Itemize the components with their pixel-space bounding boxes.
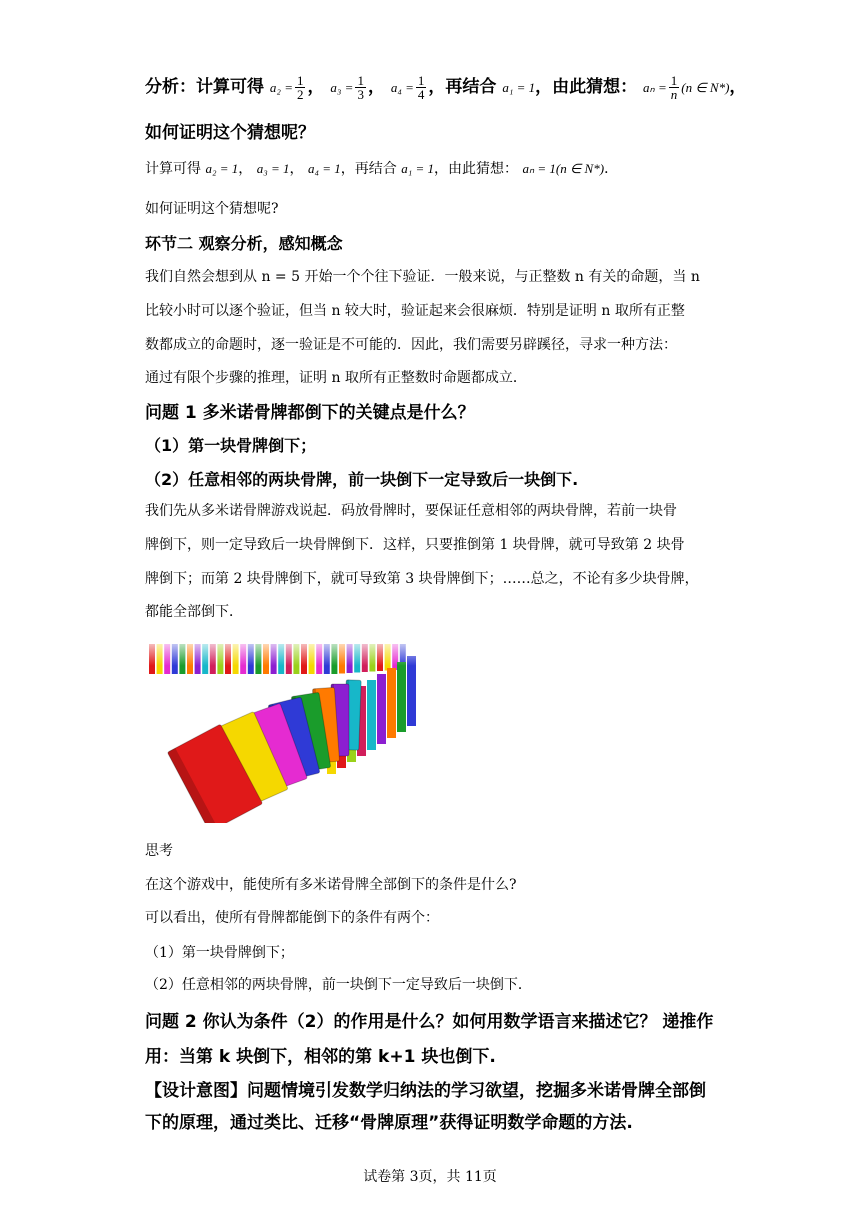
- analysis-line: 分析：计算可得 a₂ = $\frac{1}{2}$ ， a₃ = $\frac{1}{3}$ ， a₄ = $\frac{1}{4}$ ，再结合 a₁ = 1，由此猜想： aₙ = $\frac{1}{n}$ (n ∈ N*)，: [145, 72, 747, 102]
- a3-expr: a₃ =: [330, 80, 354, 95]
- page-footer: 试卷第 3页，共 11页: [363, 1169, 497, 1185]
- domino-line4: 都能全部倒下．: [145, 604, 243, 620]
- an-fraction: $\frac{1}{n}$: [670, 72, 678, 102]
- analysis-label: 分析：计算可得: [145, 77, 264, 97]
- an-expr: aₙ =: [643, 80, 667, 95]
- question2-line2: 用：当第 k 块倒下，相邻的第 k+1 块也倒下.: [145, 1047, 496, 1067]
- alt-compute-line: 计算可得 a₂ = 1， a₃ = 1， a₄ = 1，再结合 a₁ = 1，由此猜想： aₙ = 1(n ∈ N*)．: [145, 161, 619, 177]
- think-condition1: （1）第一块骨牌倒下；: [145, 945, 294, 961]
- analysis-question: 如何证明这个猜想呢？: [145, 123, 315, 143]
- alt-question: 如何证明这个猜想呢?: [145, 201, 279, 217]
- a4-expr: a₄ =: [390, 80, 414, 95]
- section2-p1-line4: 通过有限个步骤的推理，证明 n 取所有正整数时命题都成立．: [145, 370, 527, 386]
- section2-p1-line2: 比较小时可以逐个验证，但当 n 较大时，验证起来会很麻烦．特别是证明 n 取所有正整: [145, 303, 685, 319]
- think-label: 思考: [145, 843, 173, 859]
- a3-fraction: $\frac{1}{3}$: [357, 72, 364, 102]
- a2-fraction: $\frac{1}{2}$: [296, 72, 304, 102]
- think-question: 在这个游戏中，能使所有多米诺骨牌全部倒下的条件是什么?: [145, 877, 517, 893]
- section2-title: 环节二 观察分析，感知概念: [145, 234, 343, 253]
- domino-line2: 牌倒下，则一定导致后一块骨牌倒下．这样，只要推倒第 1 块骨牌，就可导致第 2 块骨: [145, 537, 685, 553]
- question2-line1: 问题 2 你认为条件（2）的作用是什么？如何用数学语言来描述它？ 递推作: [145, 1012, 714, 1032]
- think-intro: 可以看出，使所有骨牌都能倒下的条件有两个：: [145, 910, 439, 926]
- design-intent-line2: 下的原理，通过类比、迁移“骨牌原理”获得证明数学命题的方法.: [145, 1113, 633, 1133]
- domino-image: [145, 638, 420, 823]
- an-condition: (n ∈ N*): [681, 80, 730, 95]
- question1-condition2: （2）任意相邻的两块骨牌，前一块倒下一定导致后一块倒下.: [145, 470, 579, 489]
- a1-expr: a₁ = 1: [502, 80, 536, 95]
- section2-p1-line1: 我们自然会想到从 n = 5 开始一个个往下验证．一般来说，与正整数 n 有关的命题，当 n: [145, 269, 700, 285]
- domino-line3: 牌倒下；而第 2 块骨牌倒下，就可导致第 3 块骨牌倒下；……总之，不论有多少块骨牌，: [145, 571, 699, 587]
- a2-expr: a₂ =: [269, 80, 293, 95]
- design-intent-line1: 【设计意图】问题情境引发数学归纳法的学习欲望，挖掘多米诺骨牌全部倒: [145, 1081, 706, 1101]
- question1-condition1: （1）第一块骨牌倒下；: [145, 436, 317, 455]
- think-condition2: （2）任意相邻的两块骨牌，前一块倒下一定导致后一块倒下．: [145, 977, 532, 993]
- a4-fraction: $\frac{1}{4}$: [417, 72, 425, 102]
- domino-line1: 我们先从多米诺骨牌游戏说起．码放骨牌时，要保证任意相邻的两块骨牌，若前一块骨: [145, 503, 677, 519]
- question1-title: 问题 1 多米诺骨牌都倒下的关键点是什么？: [145, 403, 475, 423]
- section2-p1-line3: 数都成立的命题时，逐一验证是不可能的．因此，我们需要另辟蹊径，寻求一种方法：: [145, 337, 677, 353]
